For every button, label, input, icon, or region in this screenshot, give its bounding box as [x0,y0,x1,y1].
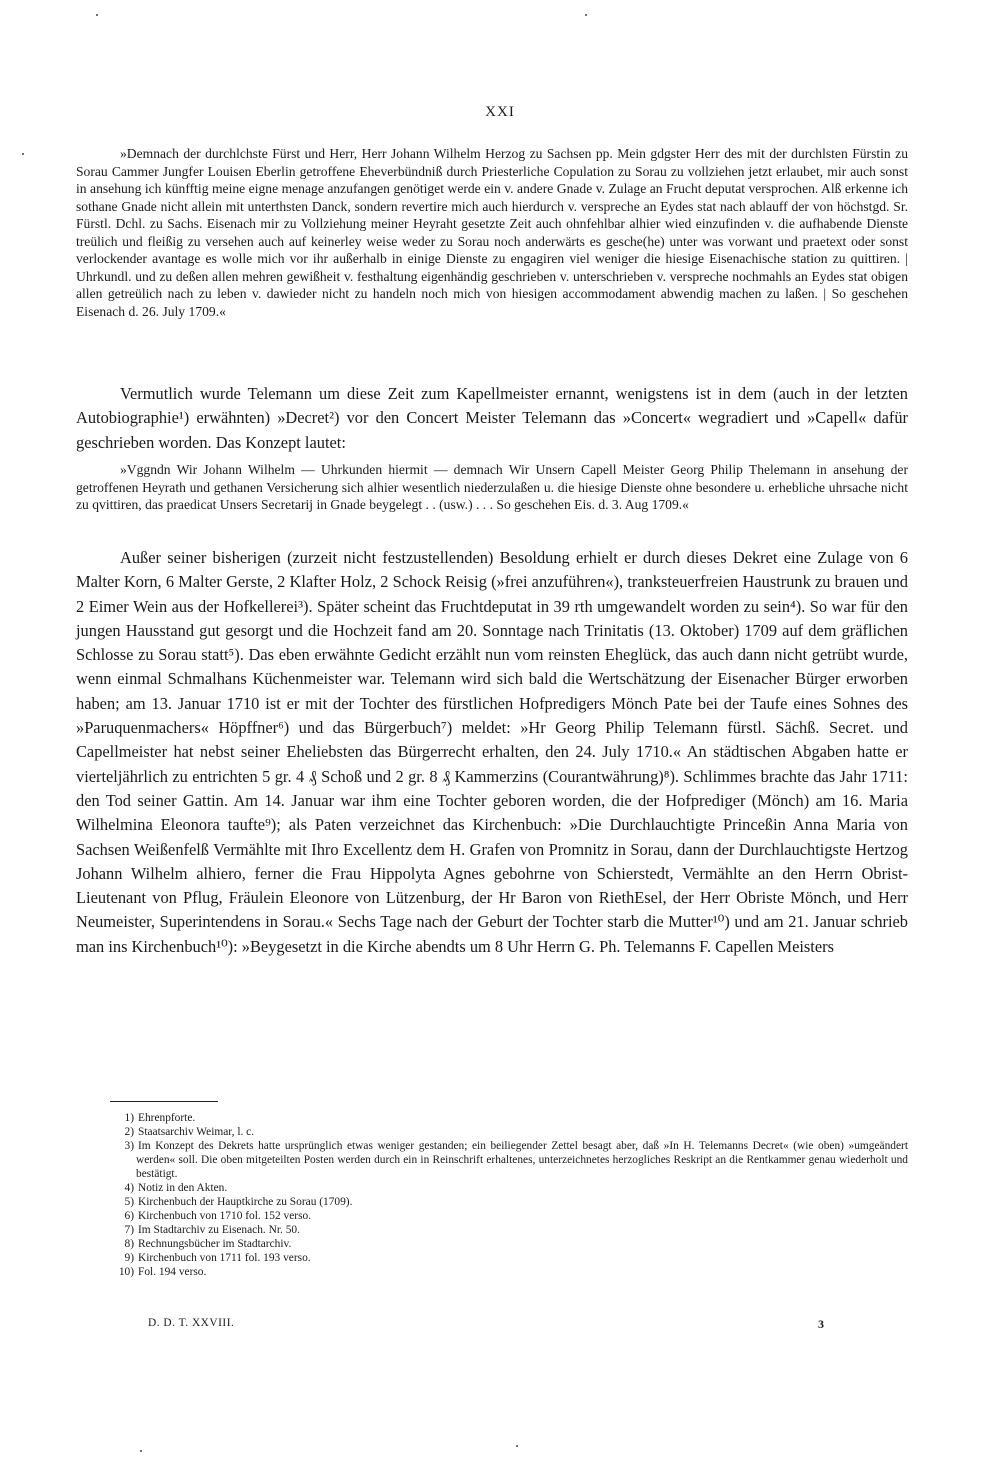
footnote-text: Fol. 194 verso. [138,1266,207,1278]
scan-speck [22,153,24,155]
quote-paragraph: »Demnach der durchlchste Fürst und Herr, Herr Johann Wilhelm Herzog zu Sachsen pp. Mein gdgster Herr des mit der durchlsten Fürstin zu Sorau Cammer Jungfer Louisen Eberlin getroffene Eheverbündniß durch Priesterliche Copulation zu Sorau zu vollziehen jetzt erlaubet, mir auch sonst in ansehung ich künfftig meine eigne menage anzufangen genötiget werde ein v. andere Gnade v. Zulage an Frucht deputat versprochen. Alß erkenne ich sothane Gnade nicht allein mit unterthsten Danck, sondern revertire mich auch hierdurch v. verspreche an Eydes stat nach ablauff der von höchstgd. Sr. Fürstl. Dchl. zu Sachs. Eisenach mir zu Vollziehung meiner Heyraht gesetzte Zeit auch ohnfehlbar alhier wied einzufinden v. die aufhabende Dienste treülich und fleißig zu versehen auch auf keinerley weise weder zu Sorau noch anderwärts es gesche(he) unter was vorwant und praetext oder sonst verlockender avantage es wolle mich vor ihr außerhalb in einige Dienste zu engagiren viel weniger die hiesige Eisenachische station zu quittiren. | Uhrkundl. und zu deßen allen mehren gewißheit v. festhaltung eigenhändig geschrieben v. unterschrieben v. verspreche nochmahls an Eydes stat obigen allen getreülich nach zu leben v. dawieder nicht zu handeln noch mich von hiesigen accommodament abwendig machen zu laßen. | So geschehen Eisenach d. 26. July 1709.« [76,146,908,319]
scan-speck [96,14,98,16]
footnote-number: 1) [124,1112,134,1124]
footnote-number: 9) [124,1252,134,1264]
quoted-document-2 [76,461,908,514]
scan-speck [140,1450,142,1452]
footnote [100,1223,908,1237]
footnote [100,1181,908,1195]
quoted-document-1 [76,145,908,320]
footnote [100,1265,908,1279]
footnote-text: Rechnungsbücher im Stadtarchiv. [138,1238,292,1250]
footnote-text: Im Stadtarchiv zu Eisenach. Nr. 50. [138,1224,300,1236]
footnote-number: 2) [124,1126,134,1138]
page-number: XXI [485,104,515,120]
footnote-text: Notiz in den Akten. [138,1182,228,1194]
quote-paragraph: »Vggndn Wir Johann Wilhelm — Uhrkunden hiermit — demnach Wir Unsern Capell Meister Georg Philip Thelemann in ansehung der getroffenen Heyrath und gethanen Versicherung sich alhier wesentlich niederzulaßen u. die hiesige Dienste ohne besondere u. erhebliche uhrsache nicht zu qvittiren, das praedicat Unsers Secretarij in Gnade beygelegt . . (usw.) . . . So geschehen Eis. d. 3. Aug 1709.« [76,462,908,512]
body-paragraph: Vermutlich wurde Telemann um diese Zeit zum Kapellmeister ernannt, wenigstens ist in dem (auch in der letzten Autobiographie¹) erwähnten) »Decret²) vor den Concert Meister Telemann das »Concert« wegradiert und »Capell« dafür geschrieben worden. Das Konzept lautet: [76,384,908,452]
footnote-text: Kirchenbuch der Hauptkirche zu Sorau (1709). [138,1196,353,1208]
footnote [100,1111,908,1125]
scan-speck [516,1445,518,1447]
footnote-text: Kirchenbuch von 1711 fol. 193 verso. [138,1252,311,1264]
footnote [100,1251,908,1265]
footnote [100,1125,908,1139]
footnote [100,1139,908,1181]
scan-speck [585,14,587,16]
footnote-number: 5) [124,1196,134,1208]
footnote-number: 3) [124,1140,134,1152]
footnote-number: 8) [124,1238,134,1250]
body-paragraph-1-block [76,382,908,455]
footnote-number: 7) [124,1224,134,1236]
footnotes [100,1111,908,1279]
body-paragraph: Außer seiner bisherigen (zurzeit nicht festzustellenden) Besoldung erhielt er durch dieses Dekret eine Zulage von 6 Malter Korn, 6 Malter Gerste, 2 Klafter Holz, 2 Schock Reisig (»frei anzuführen«), tranksteuerfreien Haustrunk zu brauen und 2 Eimer Wein aus der Hofkellerei³). Später scheint das Fruchtdeputat in 39 rth umgewandelt worden zu sein⁴). So war für den jungen Hausstand gut gesorgt und die Hochzeit fand am 20. Sonntage nach Trinitatis (13. Oktober) 1709 auf dem gräflichen Schlosse zu Sorau statt⁵). Das eben erwähnte Gedicht erzählt nun vom reinsten Eheglück, das auch dann nicht getrübt wurde, wenn einmal Schmalhans Küchenmeister war. Telemann wird sich bald die Wertschätzung der Eisenacher Bürger erworben haben; am 13. Januar 1710 ist er mit der Tochter des fürstlichen Hofpredigers Mönch Pate bei der Taufe eines Sohnes des »Paruquenmachers« Höpffner⁶) und das Bürgerbuch⁷) meldet: »Hr Georg Philip Telemann fürstl. Sächß. Secret. und Capellmeister hat nebst seiner Eheliebsten das Bürgerrecht erhalten, den 24. July 1710.« An städtischen Abgaben hatte er vierteljährlich zu entrichten 5 gr. 4 ₰ Schoß und 2 gr. 8 ₰ Kammerzins (Courantwährung)⁸). Schlimmes brachte das Jahr 1711: den Tod seiner Gattin. Am 14. Januar war ihm eine Tochter geboren worden, die der Hofprediger (Mönch) am 16. Maria Wilhelmina Eleonora taufte⁹); als Paten verzeichnet das Kirchenbuch: »Die Durchlauchtigte Princeßin Anna Maria von Sachsen Weißenfelß Vermählte mit Ihro Excellentz dem H. Grafen von Promnitz in Sorau, dann der Durchlauchtigste Hertzog Johann Wilhelm alhiero, ferner die Frau Hippolyta Agnes gebohrne von Schierstedt, Vermählte an den Herrn Obrist-Lieutenant von Pflug, Fräulein Eleonore von Lützenburg, der Hr Baron von RiethEsel, der Herr Obriste Mönch, und Herr Neumeister, Superintendens in Sorau.« Sechs Tage nach der Geburt der Tochter starb die Mutter¹⁰) und am 21. Januar schrieb man ins Kirchenbuch¹⁰): »Beygesetzt in die Kirche abendts um 8 Uhr Herrn G. Ph. Telemanns F. Capellen Meisters [76,548,908,956]
footnote-number: 4) [124,1182,134,1194]
footnote-text: Im Konzept des Dekrets hatte ursprünglich etwas weniger gestanden; ein beiliegender Zettel besagt aber, daß »In H. Telemanns Decret« (wie oben) »umgeändert werden« soll. Die oben mitgeteilten Posten werden durch ein in Reinschrift erhaltenes, unterzeichnetes herzogliches Reskript an die Rentkammer genau wiederholt und bestätigt. [136,1140,908,1180]
footnote-text: Kirchenbuch von 1710 fol. 152 verso. [138,1210,312,1222]
footnote-text: Ehrenpforte. [138,1112,196,1124]
footnote-rule [110,1101,218,1102]
footnote [100,1237,908,1251]
footnote [100,1209,908,1223]
footnote-number: 10) [118,1266,134,1278]
signature-mark: D. D. T. XXVIII. [148,1317,235,1329]
footnote-text: Staatsarchiv Weimar, l. c. [138,1126,255,1138]
footnote-number: 6) [124,1210,134,1222]
footnote [100,1195,908,1209]
sheet-number: 3 [818,1317,824,1331]
body-paragraph-2-block [76,546,908,959]
